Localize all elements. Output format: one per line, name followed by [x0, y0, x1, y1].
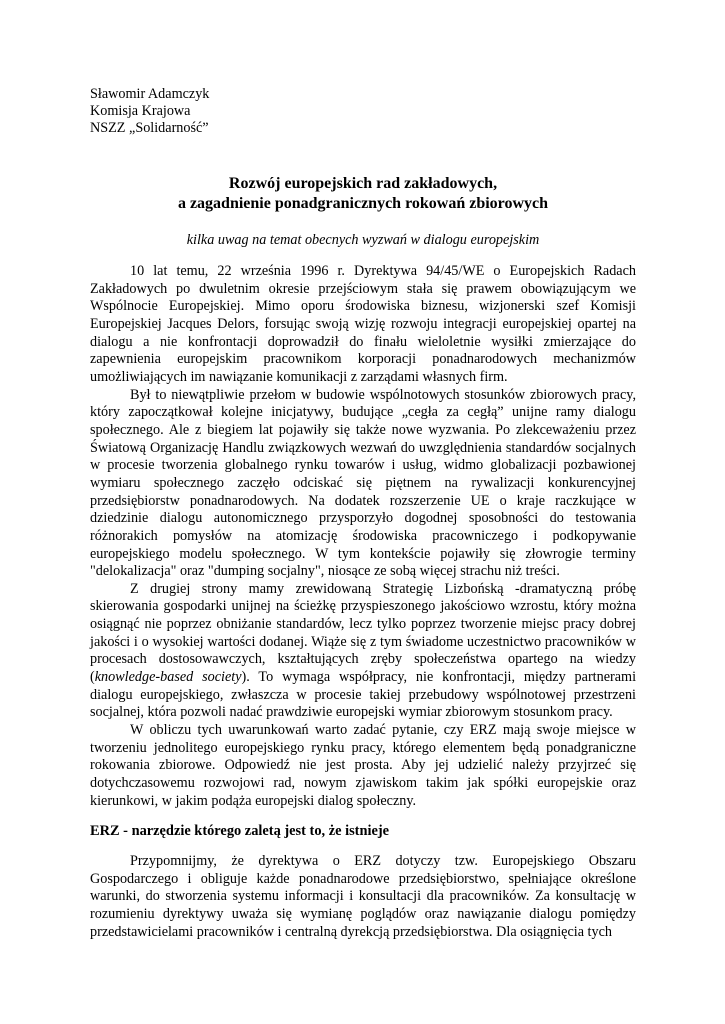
title-line-2: a zagadnienie ponadgranicznych rokowań zbiorowych	[177, 194, 549, 212]
section-body	[90, 853, 636, 941]
paragraph-2: Był to niewątpliwie przełom w budowie wspólnotowych stosunków zbiorowych pracy, który zapoczątkował kolejne inicjatywy, budujące „cegła za cegłą” unijne ramy dialogu społecznego. Ale z biegiem lat pojawiły się także nowe wyzwania. Po zlekceważeniu przez Światową Organizację Handlu związkowych wezwań do uwzględnienia standardów socjalnych w procesie tworzenia globalnego rynku towarów i usług, widmo globalizacji pozbawionej wymiaru społecznego zaczęło odciskać się piętnem na rywalizacji konkurencyjnej przedsiębiorstw ponadnarodowych. Na dodatek rozszerzenie UE o kraje raczkujące w dziedzinie dialogu autonomicznego przysporzyło dogodnej sposobności do testowania różnorakich pomysłów na atomizację środowiska pracowniczego i podkopywanie europejskiego modelu społecznego. W tym kontekście pojawiły się złowrogie terminy "delokalizacja" oraz "dumping socjalny", niosące ze sobą więcej strachu niż treści.	[90, 386, 636, 580]
paragraph-3-italic-term: knowledge-based society	[94, 669, 242, 686]
document-body	[90, 263, 636, 810]
paragraph-1: 10 lat temu, 22 września 1996 r. Dyrektywa 94/45/WE o Europejskich Radach Zakładowych po dwuletnim okresie przejściowym stała się prawem obowiązującym we Wspólnocie Europejskiej. Mimo oporu środowiska biznesu, wizjonerski szef Komisji Europejskiej Jacques Delors, forsując swoją wizję rozwoju integracji europejskiej opartej na dialogu a nie konfrontacji doprowadził do finału wieloletnie wysiłki zmierzające do zapewnienia europejskim pracownikom korporacji ponadnarodowych mechanizmów umożliwiających im nawiązanie komunikacji z zarządami własnych firm.	[90, 263, 636, 385]
title-line-1: Rozwój europejskich rad zakładowych,	[228, 175, 498, 192]
paragraph-4: W obliczu tych uwarunkowań warto zadać pytanie, czy ERZ mają swoje miejsce w tworzeniu jednolitego europejskiego rynku pracy, którego elementem będą ponadgraniczne rokowania zbiorowe. Odpowiedź nie jest prosta. Aby jej udzielić należy przyjrzeć się dotychczasowemu rozwojowi rad, nowym zjawiskom takim jak spółki europejskie oraz kierunkowi, w jakim podąża europejski dialog społeczny.	[90, 722, 636, 809]
author-name: Sławomir Adamczyk	[90, 86, 210, 102]
document-subtitle: kilka uwag na temat obecnych wyzwań w dialogu europejskim	[186, 232, 540, 248]
paragraph-3-text-end: ). To wymaga współpracy, nie konfrontacji, między partnerami dialogu europejskiego, zwłaszcza w procesie takiej przebudowy wspólnotowej przestrzeni socjalnej, która pozwoli nadać prawdziwie europejski wymiar zbiorowym stosunkom pracy.	[90, 669, 637, 721]
section-paragraph-1: Przypomnijmy, że dyrektywa o ERZ dotyczy tzw. Europejskiego Obszaru Gospodarczego i obliguje każde ponadnarodowe przedsiębiorstwo, spełniające określone warunki, do stworzenia systemu informacji i konsultacji dla pracowników. Za konsultację w rozumieniu dyrektywy uważa się wymianę poglądów oraz nawiązanie dialogu pomiędzy przedstawicielami pracowników i centralną dyrekcją przedsiębiorstwa. Dla osiągnięcia tych	[90, 853, 636, 940]
author-organization: Komisja Krajowa	[90, 103, 191, 119]
author-block	[90, 86, 209, 137]
document-title	[90, 174, 636, 213]
paragraph-3-text-start: Z drugiej strony mamy zrewidowaną Strategię Lizbońską -dramatyczną próbę skierowania gospodarki unijnej na ścieżkę przyspieszonego jakościowo wzrostu, który można osiągnąć nie poprzez obniżanie standardów, lecz tylko poprzez tworzenie miejsc pracy dobrej jakości i o wysokiej wartości dodanej. Wiąże się z tym świadome uczestnictwo pracowników w procesach dostosowawczych, kształtujących zręby społeczeństwa opartego na wiedzy (	[90, 580, 636, 686]
section-heading: ERZ - narzędzie którego zaletą jest to, że istnieje	[90, 823, 390, 839]
author-union: NSZZ „Solidarność”	[90, 120, 209, 136]
paragraph-3	[90, 581, 636, 722]
